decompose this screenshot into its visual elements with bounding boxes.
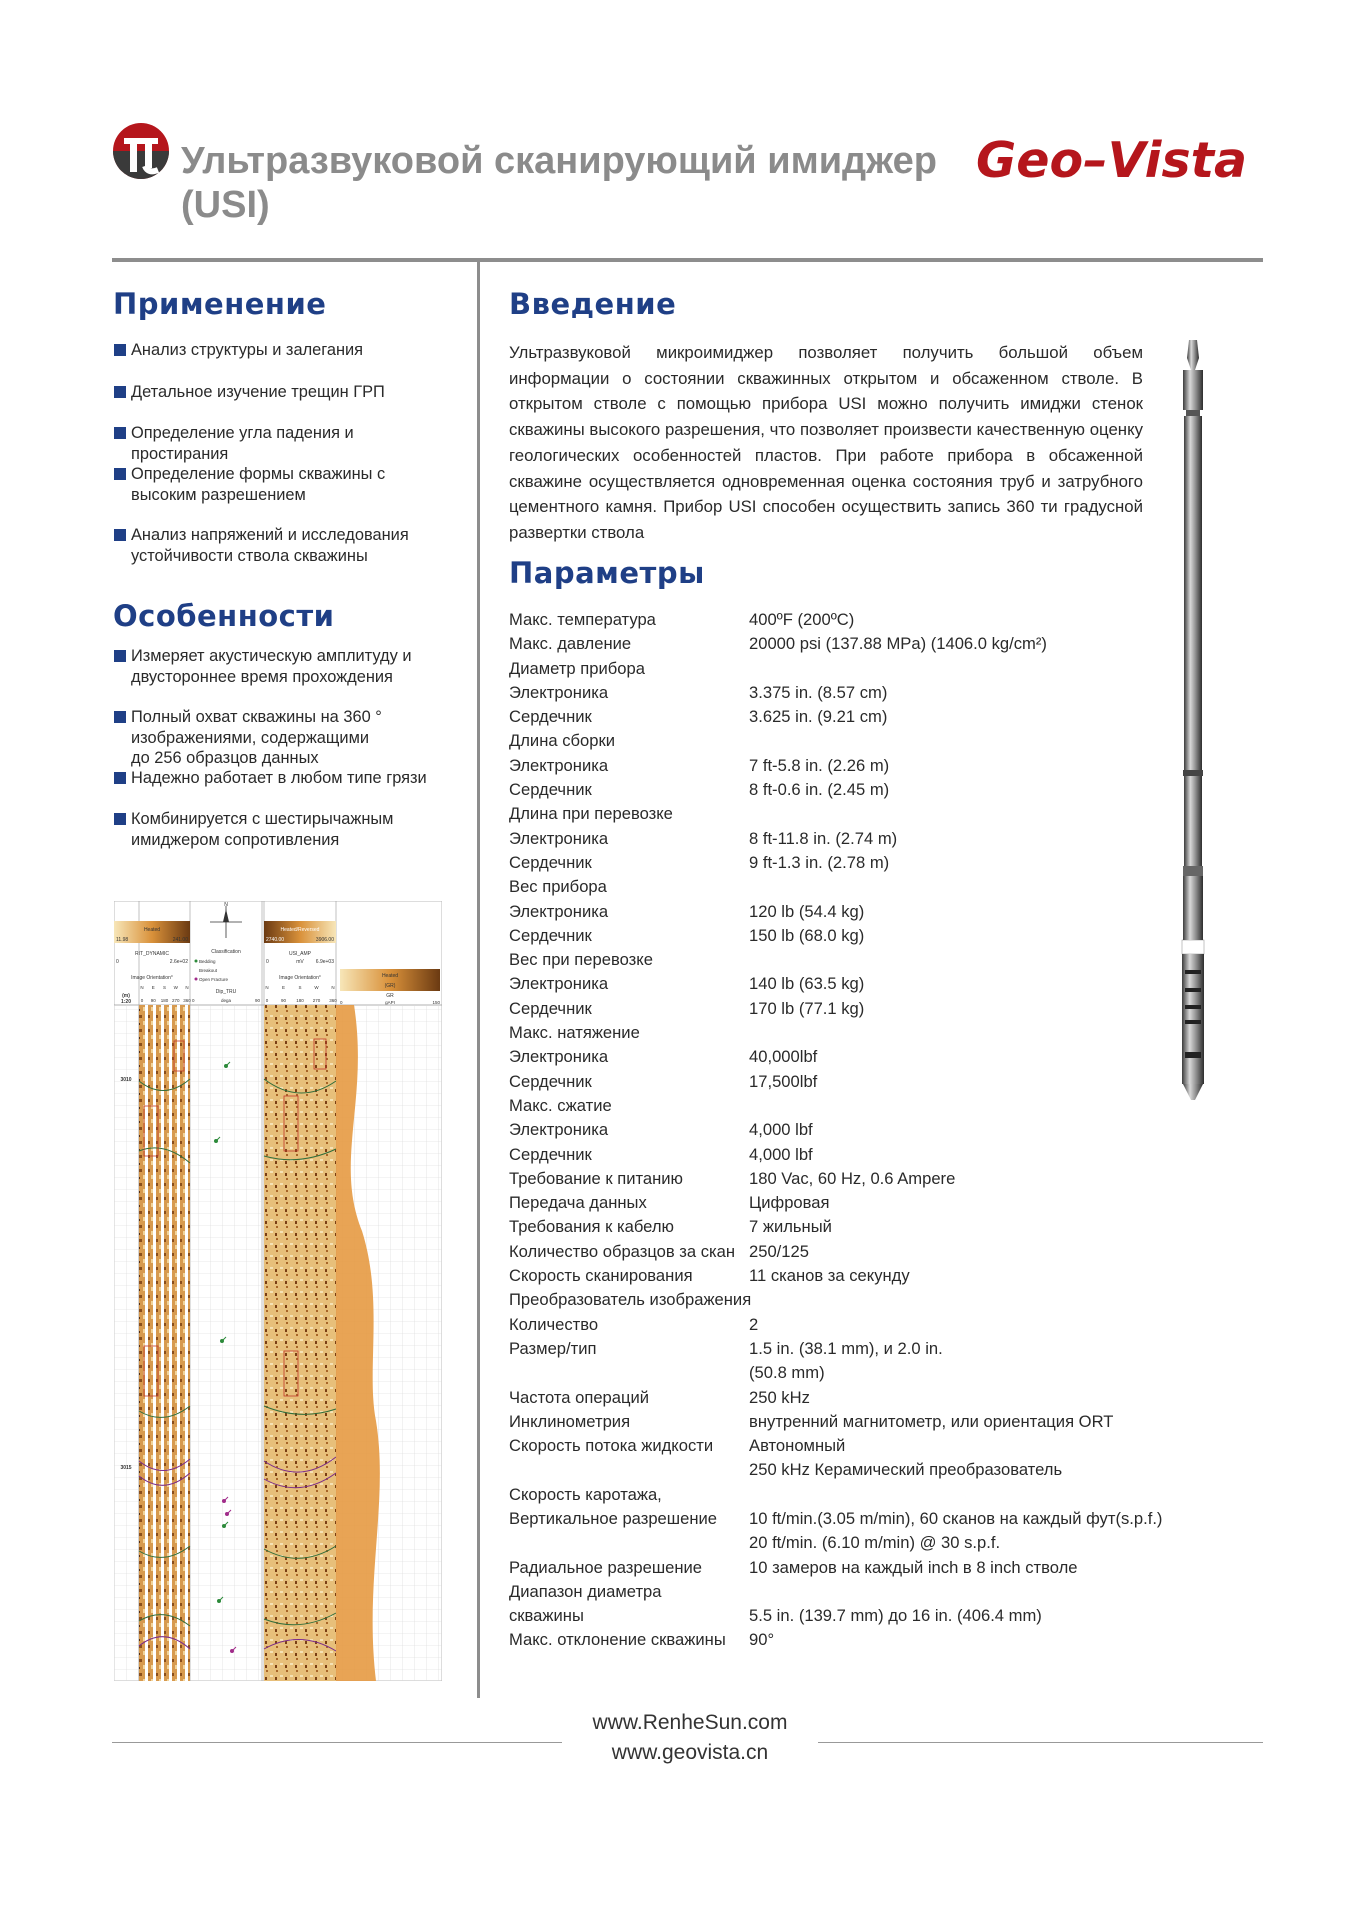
param-value: 5.5 in. (139.7 mm) до 16 in. (406.4 mm) [749,1606,1042,1626]
param-value: 170 lb (77.1 kg) [749,998,865,1018]
param-label: Вес прибора [509,877,607,897]
svg-text:0: 0 [116,959,119,965]
log-tick-label: 90 [280,998,287,1003]
svg-text:Heated: Heated [381,973,399,979]
svg-text:0: 0 [192,998,195,1003]
param-label: Скорость сканирования [509,1266,693,1286]
svg-text:Dip_TRU: Dip_TRU [215,989,237,995]
param-label: Размер/тип [509,1338,597,1358]
svg-text:11.98: 11.98 [116,937,129,943]
param-value: внутренний магнитометр, или ориентация ORT [749,1411,1114,1431]
intro-text: Ультразвуковой микроимиджер позволяет получить большой объем информации о состоянии скважинных открытом и обсаженном стволе. В открытом стволе с помощью прибора USI можно получить имиджи стенок скважины высокого разрешения, что позволяет произвести качественную оценку геологических особенностей пластов. При работе прибора в обсаженной скважине осуществляется одновременная оценка состояния труб и затрубного цементного камня. Прибор USI способен осуществить запись 360 ти градусной развертки ствола [509,343,1143,542]
param-value: Цифровая [749,1193,830,1213]
svg-text:Classification: Classification [211,949,241,955]
page-title: Ультразвуковой сканирующий имиджер [181,140,937,182]
track3-header: Heated/Reversed [280,927,320,933]
param-row [509,1580,1229,1604]
log-tick-label: E [151,985,155,990]
param-row [509,1070,1229,1094]
param-label: Электроника [509,828,609,848]
usi-tool-image [1175,340,1211,1100]
param-label: Количество [509,1314,599,1334]
param-value: 400ºF (200ºC) [749,610,855,629]
svg-text:USI_AMP: USI_AMP [289,951,311,957]
param-label: Сердечник [509,1071,592,1091]
param-label: Сердечник [509,852,592,872]
list-item: Полный охват скважины на 360 ° изображениями, содержащими до 256 образцов данных [114,707,464,769]
list-item: Надежно работает в любом типе грязи [114,768,464,789]
param-value: 4,000 lbf [749,1120,813,1140]
svg-text:0: 0 [340,1000,343,1005]
company-logo-icon [112,122,170,180]
svg-text:241.00: 241.00 [172,937,188,943]
param-row [509,1118,1229,1142]
param-row [509,1094,1229,1118]
log-tick-label: 270 [312,998,321,1003]
svg-text:RIT_DYNAMIC: RIT_DYNAMIC [135,951,169,957]
param-row [509,729,1229,753]
svg-text:2740.00: 2740.00 [266,937,285,943]
svg-text:3015: 3015 [120,1465,132,1471]
param-label: Макс. температура [509,610,656,629]
param-value: 7 ft-5.8 in. (2.26 m) [749,755,890,775]
param-value: 8 ft-11.8 in. (2.74 m) [749,828,898,848]
svg-text:6.9e+03: 6.9e+03 [315,959,334,965]
track1-header: Heated [143,927,161,933]
param-row [509,778,1229,802]
param-value: 250 kHz Керамический преобразователь [749,1460,1063,1480]
param-value: 90° [749,1630,775,1650]
param-value: (50.8 mm) [749,1363,825,1383]
param-row [509,1215,1229,1239]
param-row [509,1021,1229,1045]
param-label: Электроника [509,755,609,775]
param-row [509,948,1229,972]
param-label: Радиальное разрешение [509,1557,703,1577]
header-divider [112,258,1263,262]
param-row [509,1386,1229,1410]
svg-text:3906.00: 3906.00 [315,937,334,943]
param-label: Электроника [509,901,609,921]
param-row [509,1240,1229,1264]
param-row [509,1628,1229,1652]
param-value: 10 замеров на каждый inch в 8 inch стволе [749,1557,1078,1577]
list-item: Анализ напряжений и исследования устойчивости ствола скважины [114,525,464,566]
svg-text:GR: GR [386,993,394,999]
track3-image [264,1005,336,1681]
pad-gap [177,1005,180,1681]
param-label: Макс. давление [509,634,632,654]
param-value: 250 kHz [749,1387,810,1407]
footer-line-left [112,1742,562,1743]
pad-gap [169,1005,172,1681]
param-value: 10 ft/min.(3.05 m/min), 60 сканов на каждый фут(s.p.f.) [749,1508,1163,1528]
param-row [509,681,1229,705]
param-row [509,1531,1229,1555]
list-item: Детальное изучение трещин ГРП [114,382,464,403]
param-label: Сердечник [509,707,592,727]
param-row [509,1288,1229,1312]
param-label: Количество образцов за скан [509,1241,736,1261]
param-value: Автономный [749,1436,846,1456]
param-label: Вертикальное разрешение [509,1508,717,1528]
param-row [509,924,1229,948]
param-label: Преобразователь изображения [509,1290,752,1310]
svg-text:Image Orientation°: Image Orientation° [279,975,321,981]
svg-text:gAPI: gAPI [385,1000,395,1005]
param-label: Сердечник [509,780,592,800]
param-label: Электроника [509,974,609,994]
param-value: 250/125 [749,1241,809,1261]
param-row [509,1458,1229,1482]
param-label: Макс. натяжение [509,1023,640,1043]
param-label: Макс. сжатие [509,1095,612,1115]
log-tick-label: N [265,985,269,990]
param-value: 7 жильный [749,1217,832,1237]
log-tick-label: 360 [329,998,337,1003]
log-tick-label: 360 [183,998,191,1003]
param-row [509,1313,1229,1337]
list-item: Анализ структуры и залегания [114,340,464,361]
svg-text:Image Orientation°: Image Orientation° [131,975,173,981]
param-value: 9 ft-1.3 in. (2.78 m) [749,852,890,872]
log-tick-label: 90 [150,998,156,1003]
param-label: Передача данных [509,1193,647,1213]
footer-link-renhesun[interactable]: www.RenheSun.com [592,1711,788,1734]
param-label: Вес при перевозке [509,950,653,970]
param-label: Длина сборки [509,731,615,751]
param-row [509,827,1229,851]
param-row [509,1361,1229,1385]
param-value: 3.375 in. (8.57 cm) [749,682,888,702]
svg-text:dega: dega [220,998,232,1003]
log-tick-label: 270 [171,998,180,1003]
param-value: 140 lb (63.5 kg) [749,974,865,994]
param-value: 11 сканов за секунду [749,1266,910,1286]
svg-text:0: 0 [266,959,269,965]
pad-gap [185,1005,188,1681]
param-value: 40,000lbf [749,1047,818,1067]
param-row [509,851,1229,875]
param-label: Электроника [509,1047,609,1067]
log-tick-label: 180 [160,998,169,1003]
borehole-log-image [114,901,442,1681]
param-label: Макс. отклонение скважины [509,1630,726,1650]
svg-text:Bedding: Bedding [199,959,216,964]
param-label: Сердечник [509,998,592,1018]
param-value: 120 lb (54.4 kg) [749,901,865,921]
param-row [509,632,1229,656]
brand-logo: Geo–Vista [976,132,1248,189]
param-row [509,900,1229,924]
param-row [509,1483,1229,1507]
param-row [509,608,1229,632]
param-row [509,657,1229,681]
svg-text:Open Fracture: Open Fracture [199,977,229,982]
param-value: 20000 psi (137.88 MPa) (1406.0 kg/cm²) [749,634,1047,654]
log-tick-label: N [185,985,189,990]
param-value: 20 ft/min. (6.10 m/min) @ 30 s.p.f. [749,1533,1001,1553]
log-tick-label: W [314,985,319,990]
param-label: Частота операций [509,1387,650,1407]
param-row [509,1556,1229,1580]
pad-gap [145,1005,148,1681]
applications-heading: Применение [113,287,327,321]
param-value: 3.625 in. (9.21 cm) [749,707,888,727]
param-value: 150 lb (68.0 kg) [749,925,865,945]
log-tick-label: N [331,985,335,990]
svg-text:90: 90 [254,998,260,1003]
svg-text:3010: 3010 [120,1077,132,1083]
svg-text:(GR): (GR) [384,983,396,989]
param-row [509,1410,1229,1434]
param-value: 8 ft-0.6 in. (2.45 m) [749,780,890,800]
param-row [509,997,1229,1021]
param-label: Требование к питанию [509,1168,683,1188]
list-item: Измеряет акустическую амплитуду и двустороннее время прохождения [114,646,464,687]
param-label: Длина при перевозке [509,804,673,824]
param-label: Требования к кабелю [509,1217,674,1237]
pad-gap [161,1005,164,1681]
param-label: Диаметр прибора [509,658,645,678]
svg-text:150: 150 [432,1000,440,1005]
log-tick-label: S [162,985,167,990]
param-label: Сердечник [509,1144,592,1164]
column-divider [477,262,480,1698]
param-label: скважины [509,1606,584,1626]
log-tick-label: E [281,985,286,990]
log-tick-label: W [173,985,178,990]
params-heading: Параметры [509,556,705,590]
param-row [509,1045,1229,1069]
param-label: Диапазон диаметра [509,1581,662,1601]
param-value: 180 Vac, 60 Hz, 0.6 Ampere [749,1168,956,1188]
param-label: Скорость каротажа, [509,1484,662,1504]
list-item: Комбинируется с шестирычажным имиджером сопротивления [114,809,464,850]
param-value: 1.5 in. (38.1 mm), и 2.0 in. [749,1338,943,1358]
param-row [509,1167,1229,1191]
param-row [509,1191,1229,1215]
param-label: Сердечник [509,925,592,945]
list-item: Определение угла падения и простирания [114,423,464,464]
param-label: Скорость потока жидкости [509,1436,714,1456]
log-tick-label: 0 [140,998,144,1003]
svg-text:(m): (m) [122,993,130,999]
list-item: Определение формы скважины с высоким разрешением [114,464,464,505]
param-value: 17,500lbf [749,1071,818,1091]
param-row [509,1337,1229,1361]
footer-link-geovista[interactable]: www.geovista.cn [611,1741,769,1764]
svg-text:N: N [224,902,228,908]
svg-text:2.6e+02: 2.6e+02 [169,959,188,965]
param-row [509,972,1229,996]
svg-text:1:20: 1:20 [120,999,132,1005]
svg-text:Breakout: Breakout [199,968,218,973]
param-label: Электроника [509,682,609,702]
param-row [509,1604,1229,1628]
svg-text:mV: mV [296,959,304,965]
features-heading: Особенности [113,599,335,633]
param-row [509,875,1229,899]
log-tick-label: 180 [296,998,304,1003]
param-row [509,1143,1229,1167]
param-row [509,1434,1229,1458]
params-table [509,608,1229,1653]
param-row [509,802,1229,826]
param-row [509,1507,1229,1531]
log-tick-label: N [140,985,144,990]
param-row [509,705,1229,729]
log-tick-label: 0 [265,998,269,1003]
param-value: 2 [749,1314,759,1334]
footer-line-right [818,1742,1263,1743]
param-row [509,1264,1229,1288]
pad-gap [153,1005,156,1681]
intro-heading: Введение [509,287,677,321]
param-row [509,754,1229,778]
param-value: 4,000 lbf [749,1144,813,1164]
param-label: Инклинометрия [509,1411,631,1431]
log-tick-label: S [298,985,302,990]
param-label: Электроника [509,1120,609,1140]
page-title-line2: (USI) [181,184,270,226]
